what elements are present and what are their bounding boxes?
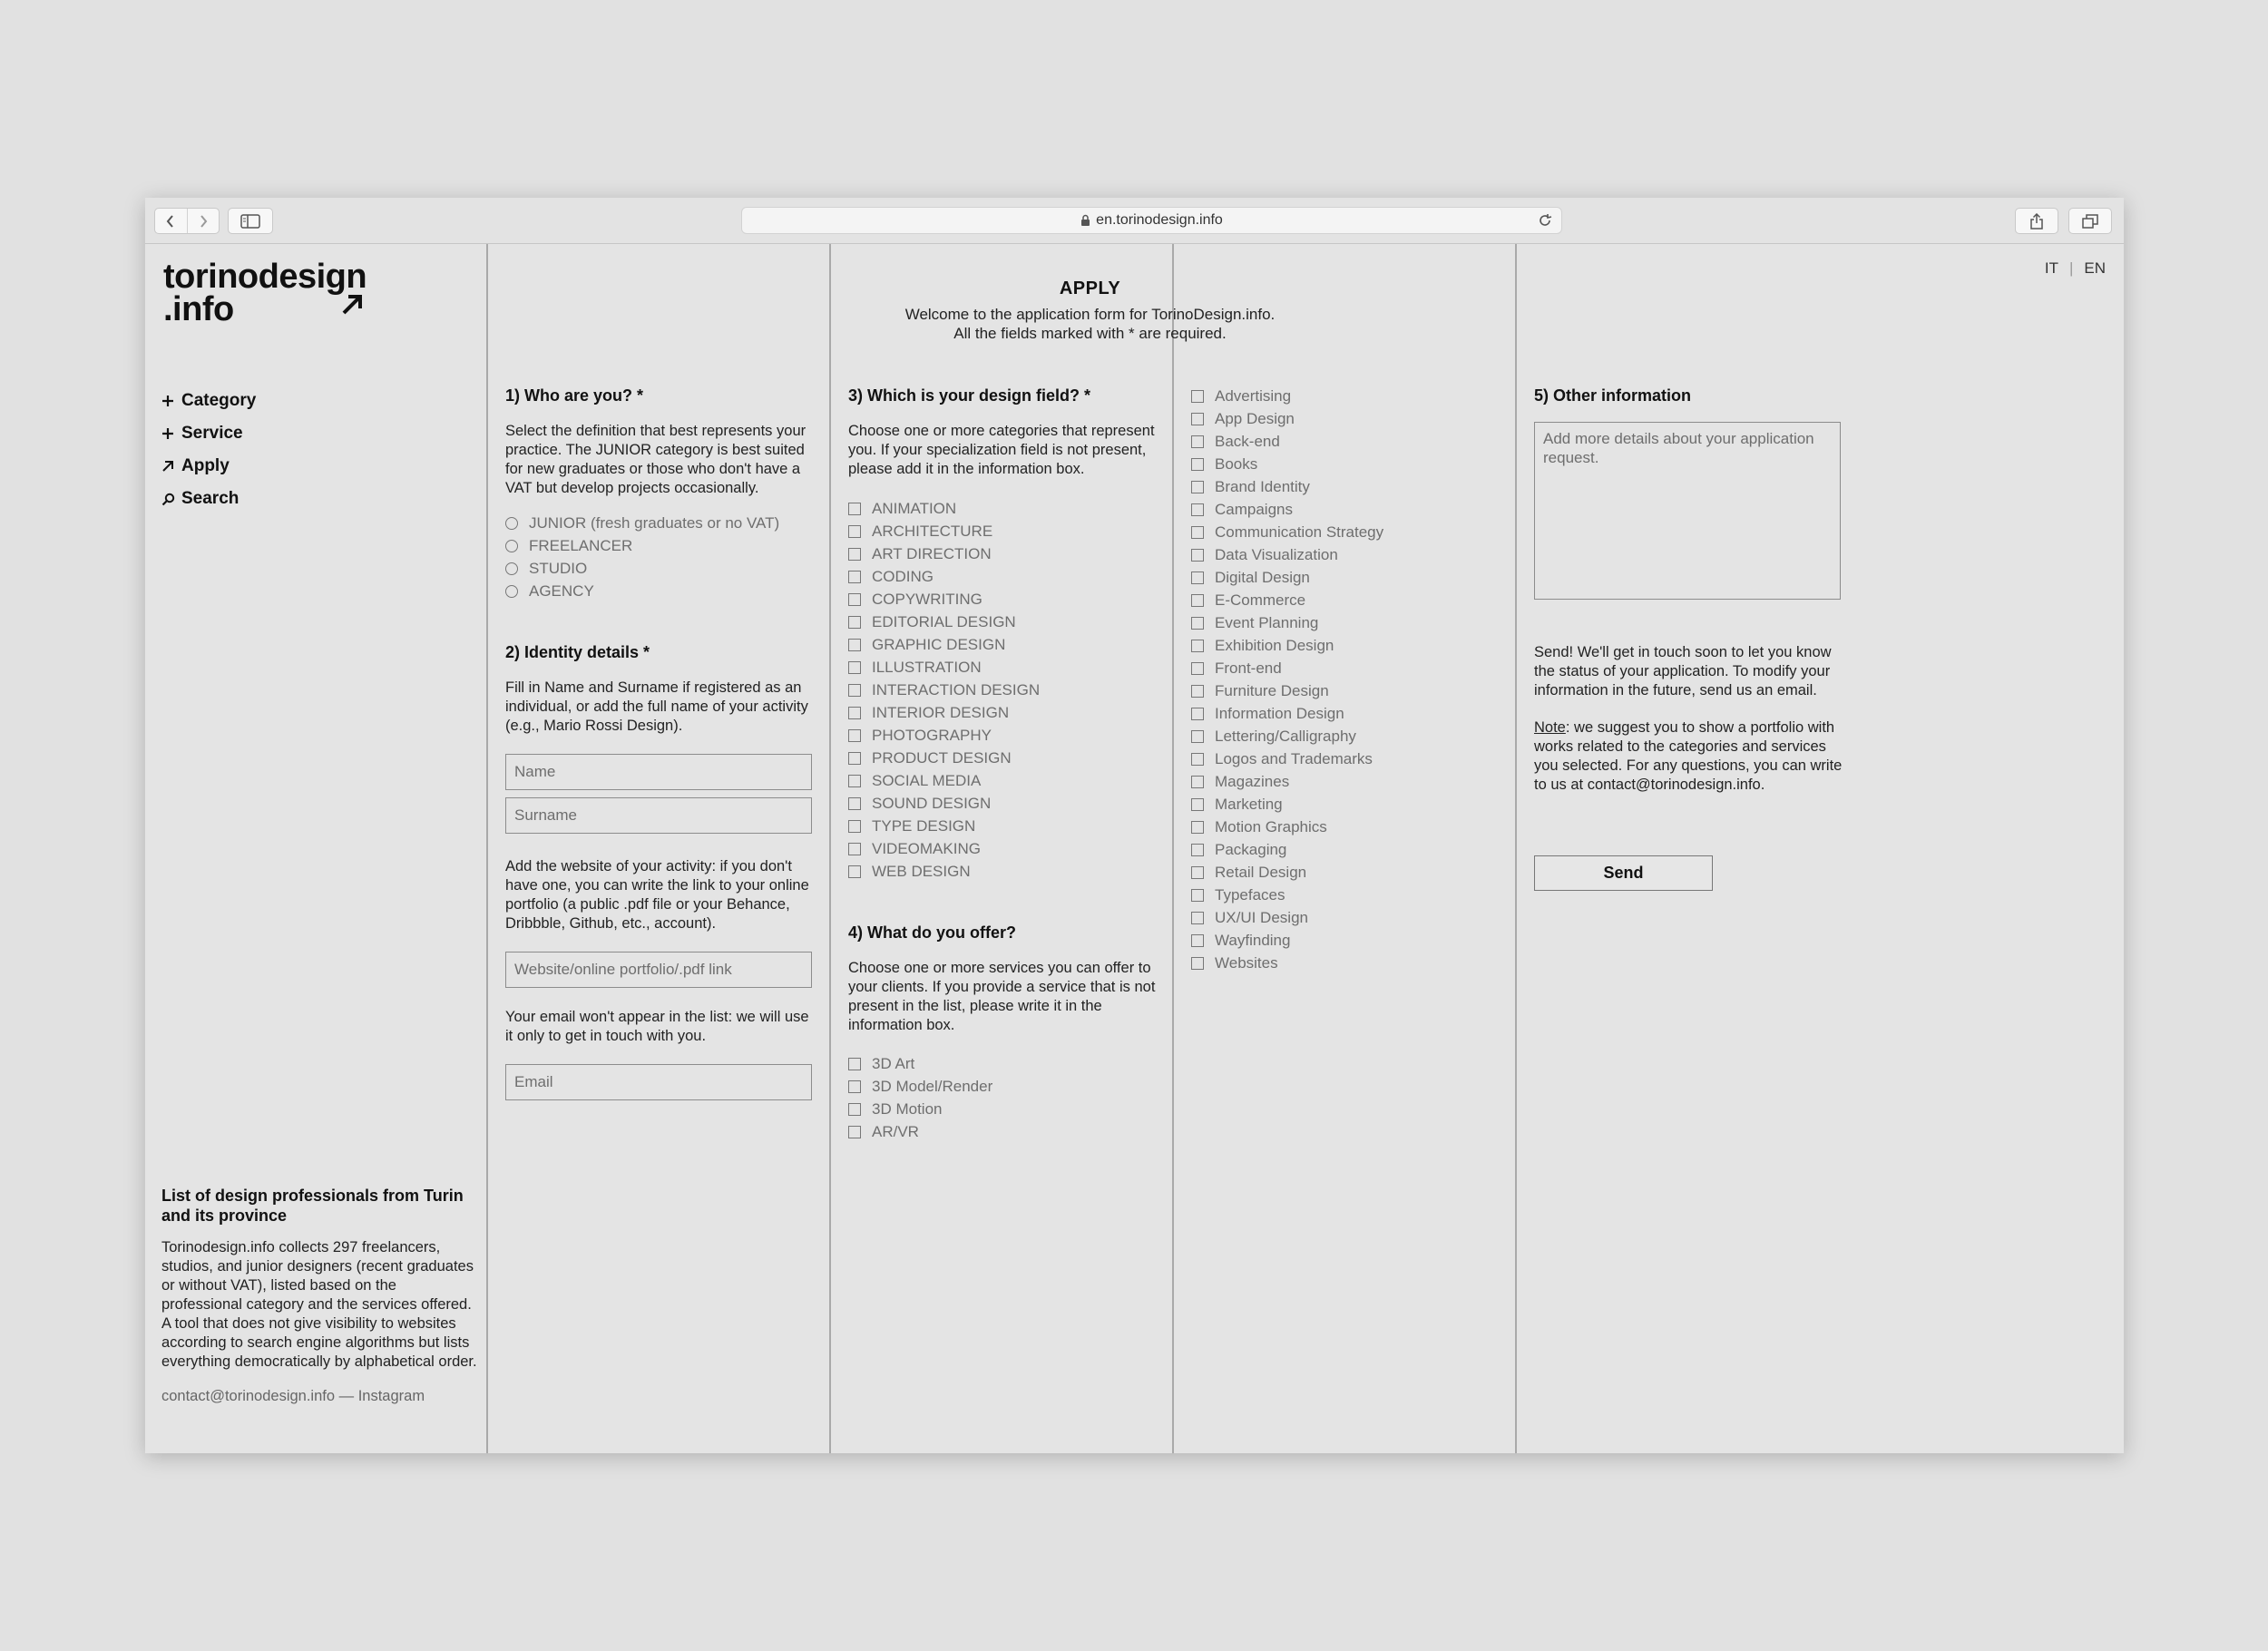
- checkbox-label: ANIMATION: [872, 499, 957, 517]
- lock-icon: [1080, 214, 1090, 227]
- about-footer: [161, 1388, 479, 1405]
- checkbox[interactable]: [1191, 844, 1204, 856]
- checkbox-option[interactable]: [1191, 407, 1500, 430]
- checkbox-option[interactable]: [848, 769, 1157, 792]
- tabs-icon: [2082, 214, 2098, 229]
- checkbox[interactable]: [1191, 934, 1204, 947]
- checkbox[interactable]: [848, 865, 861, 878]
- checkbox[interactable]: [848, 571, 861, 583]
- checkbox[interactable]: [1191, 753, 1204, 766]
- checkbox-label: Magazines: [1215, 772, 1290, 790]
- checkbox[interactable]: [1191, 640, 1204, 652]
- form-column-4: [1534, 386, 1843, 891]
- checkbox[interactable]: [848, 729, 861, 742]
- checkbox[interactable]: [1191, 503, 1204, 516]
- checkbox-label: App Design: [1215, 409, 1295, 427]
- send-button[interactable]: Send: [1534, 855, 1713, 891]
- section4-title: 4) What do you offer?: [848, 923, 1016, 942]
- checkbox-label: ILLUSTRATION: [872, 658, 982, 676]
- menu-item-category[interactable]: [161, 385, 256, 417]
- other-info-textarea[interactable]: Add more details about your application request.: [1534, 422, 1841, 600]
- share-button[interactable]: [2015, 208, 2058, 234]
- checkbox-option[interactable]: [1191, 543, 1500, 566]
- checkbox-label: Motion Graphics: [1215, 817, 1327, 835]
- checkbox[interactable]: [848, 548, 861, 561]
- checkbox-option[interactable]: [1191, 952, 1500, 974]
- chevron-right-icon: [198, 214, 209, 229]
- services-checkbox-group-continued: [1191, 385, 1500, 974]
- checkbox-label: ART DIRECTION: [872, 544, 992, 562]
- checkbox-option[interactable]: [1191, 906, 1500, 929]
- column-divider: [1515, 244, 1517, 1453]
- checkbox-label: Event Planning: [1215, 613, 1319, 631]
- checkbox-option[interactable]: [1191, 929, 1500, 952]
- email-desc: Your email won't appear in the list: we will use it only to get in touch with you.: [505, 1009, 809, 1044]
- checkbox[interactable]: [848, 707, 861, 719]
- radio-label: FREELANCER: [529, 536, 633, 554]
- checkbox[interactable]: [1191, 435, 1204, 448]
- plus-icon: [161, 395, 174, 407]
- checkbox[interactable]: [1191, 708, 1204, 720]
- form-column-2: [848, 386, 1157, 1143]
- back-button[interactable]: [155, 209, 187, 233]
- checkbox-label: Back-end: [1215, 432, 1280, 450]
- tabs-overview-button[interactable]: [2068, 208, 2112, 234]
- radio-button[interactable]: [505, 585, 518, 598]
- checkbox-option[interactable]: [1191, 702, 1500, 725]
- forward-button[interactable]: [187, 209, 219, 233]
- radio-button[interactable]: [505, 517, 518, 530]
- nav-buttons: [154, 208, 220, 234]
- checkbox-option[interactable]: [1191, 475, 1500, 498]
- checkbox[interactable]: [848, 661, 861, 674]
- checkbox-option[interactable]: [848, 1120, 1157, 1143]
- checkbox-option[interactable]: [848, 565, 1157, 588]
- checkbox-label: Exhibition Design: [1215, 636, 1334, 654]
- checkbox[interactable]: [1191, 390, 1204, 403]
- surname-input[interactable]: Surname: [505, 797, 812, 834]
- menu-item-service[interactable]: [161, 417, 256, 450]
- menu-item-label: Category: [181, 391, 257, 410]
- checkbox-label: Retail Design: [1215, 863, 1307, 881]
- checkbox-option[interactable]: [848, 588, 1157, 611]
- checkbox-label: COPYWRITING: [872, 590, 982, 608]
- checkbox[interactable]: [848, 639, 861, 651]
- radio-label: AGENCY: [529, 581, 594, 600]
- checkbox-option[interactable]: [848, 747, 1157, 769]
- checkbox-label: SOCIAL MEDIA: [872, 771, 982, 789]
- radio-button[interactable]: [505, 540, 518, 552]
- checkbox-option[interactable]: [1191, 589, 1500, 611]
- checkbox-label: PRODUCT DESIGN: [872, 748, 1012, 767]
- send-info-text: Send! We'll get in touch soon to let you know the status of your application. To modify your information in the future, send us an email.: [1534, 644, 1832, 698]
- checkbox-option[interactable]: [848, 679, 1157, 701]
- footer-separator: —: [335, 1388, 358, 1404]
- checkbox[interactable]: [1191, 957, 1204, 970]
- about-text: Torinodesign.info collects 297 freelancers, studios, and junior designers (recent graduates or without VAT), listed based on the professional category and the services offered. A tool that does not give visibility to websites according to search engine algorithms but lists everything democratically by alphabetical order.: [161, 1239, 477, 1370]
- header-line1: Welcome to the application form for TorinoDesign.info.: [904, 306, 1276, 323]
- checkbox[interactable]: [848, 1058, 861, 1070]
- checkbox-label: Websites: [1215, 953, 1278, 972]
- note-label: Note: [1534, 719, 1566, 736]
- checkbox-option[interactable]: [1191, 679, 1500, 702]
- checkbox[interactable]: [1191, 481, 1204, 493]
- checkbox-option[interactable]: [848, 520, 1157, 542]
- column-divider: [829, 244, 831, 1453]
- checkbox-label: Advertising: [1215, 386, 1292, 405]
- checkbox[interactable]: [1191, 572, 1204, 584]
- checkbox-option[interactable]: [1191, 861, 1500, 884]
- language-switcher: [2045, 259, 2106, 278]
- checkbox-option[interactable]: [1191, 385, 1500, 407]
- checkbox[interactable]: [848, 752, 861, 765]
- site-logo[interactable]: [163, 260, 367, 326]
- note-text: : we suggest you to show a portfolio with works related to the categories and services you selected. For any questions, you can write to us at contact@torinodesign.info.: [1534, 719, 1843, 793]
- lang-en[interactable]: EN: [2084, 259, 2106, 277]
- checkbox[interactable]: [1191, 685, 1204, 698]
- checkbox-option[interactable]: [848, 1052, 1157, 1075]
- form-column-1: [505, 386, 814, 1100]
- checkbox-option[interactable]: [1191, 566, 1500, 589]
- section3-title: 3) Which is your design field? *: [848, 386, 1091, 405]
- checkbox-option[interactable]: [1191, 453, 1500, 475]
- header-line2: All the fields marked with * are required.: [953, 325, 1227, 342]
- checkbox-option[interactable]: [1191, 725, 1500, 747]
- checkbox-option[interactable]: [848, 1075, 1157, 1098]
- checkbox-label: ARCHITECTURE: [872, 522, 993, 540]
- checkbox-label: SOUND DESIGN: [872, 794, 992, 812]
- browser-toolbar: [145, 198, 2124, 244]
- checkbox[interactable]: [1191, 662, 1204, 675]
- checkbox[interactable]: [848, 775, 861, 787]
- instagram-link[interactable]: Instagram: [357, 1388, 425, 1404]
- checkbox[interactable]: [848, 503, 861, 515]
- browser-window: [145, 198, 2124, 1453]
- checkbox-label: Information Design: [1215, 704, 1344, 722]
- checkbox-option[interactable]: [1191, 611, 1500, 634]
- checkbox[interactable]: [848, 820, 861, 833]
- checkbox-option[interactable]: [848, 860, 1157, 883]
- checkbox-option[interactable]: [1191, 816, 1500, 838]
- menu-item-label: Search: [181, 489, 240, 508]
- lang-it[interactable]: IT: [2044, 259, 2058, 277]
- about-section: [161, 1186, 479, 1405]
- checkbox-option[interactable]: [848, 792, 1157, 815]
- checkbox-label: AR/VR: [872, 1122, 919, 1140]
- about-title: List of design professionals from Turin and its province: [161, 1187, 464, 1225]
- checkbox-label: 3D Motion: [872, 1099, 943, 1118]
- checkbox[interactable]: [1191, 730, 1204, 743]
- website-input[interactable]: Website/online portfolio/.pdf link: [505, 952, 812, 988]
- checkbox-option[interactable]: [1191, 747, 1500, 770]
- design-field-checkbox-group: [848, 497, 1157, 883]
- checkbox-option[interactable]: [848, 656, 1157, 679]
- email-input[interactable]: Email: [505, 1064, 812, 1100]
- checkbox-option[interactable]: [1191, 498, 1500, 521]
- note-paragraph: [1534, 718, 1843, 795]
- menu-item-search[interactable]: [161, 483, 256, 515]
- checkbox-label: INTERACTION DESIGN: [872, 680, 1041, 698]
- apply-header: [635, 278, 1545, 343]
- radio-button[interactable]: [505, 562, 518, 575]
- checkbox-label: VIDEOMAKING: [872, 839, 981, 857]
- chevron-left-icon: [165, 214, 176, 229]
- radio-option[interactable]: [505, 512, 814, 534]
- reload-icon[interactable]: [1538, 213, 1552, 228]
- checkbox-option[interactable]: [1191, 430, 1500, 453]
- section4-desc: Choose one or more services you can offer to your clients. If you provide a service that is not present in the list, please write it in the information box.: [848, 960, 1156, 1033]
- column-divider: [1172, 244, 1174, 1453]
- checkbox-label: GRAPHIC DESIGN: [872, 635, 1006, 653]
- form-column-3: [1191, 385, 1500, 974]
- checkbox[interactable]: [848, 1080, 861, 1093]
- section5-title: 5) Other information: [1534, 386, 1692, 405]
- checkbox-option[interactable]: [1191, 793, 1500, 816]
- checkbox-label: Data Visualization: [1215, 545, 1338, 563]
- plus-icon: [161, 427, 174, 440]
- checkbox[interactable]: [848, 1103, 861, 1116]
- sidebar-icon: [240, 214, 260, 229]
- menu-item-apply[interactable]: [161, 450, 256, 483]
- checkbox[interactable]: [1191, 458, 1204, 471]
- checkbox-label: Typefaces: [1215, 885, 1286, 904]
- checkbox[interactable]: [848, 525, 861, 538]
- checkbox[interactable]: [848, 593, 861, 606]
- checkbox-option[interactable]: [848, 542, 1157, 565]
- share-icon: [2029, 213, 2044, 230]
- arrow-up-right-icon: [161, 460, 174, 473]
- page-title: APPLY: [1059, 278, 1121, 298]
- search-icon: [161, 493, 175, 506]
- checkbox-label: 3D Art: [872, 1054, 915, 1072]
- checkbox[interactable]: [1191, 821, 1204, 834]
- checkbox-option[interactable]: [848, 701, 1157, 724]
- checkbox-label: Packaging: [1215, 840, 1287, 858]
- column-divider: [486, 244, 488, 1453]
- checkbox-option[interactable]: [848, 497, 1157, 520]
- page-content: [145, 244, 2124, 1453]
- checkbox[interactable]: [848, 684, 861, 697]
- contact-email-link[interactable]: contact@torinodesign.info: [161, 1388, 336, 1404]
- checkbox[interactable]: [1191, 617, 1204, 630]
- checkbox-label: Front-end: [1215, 659, 1282, 677]
- checkbox-label: WEB DESIGN: [872, 862, 971, 880]
- checkbox-option[interactable]: [848, 837, 1157, 860]
- radio-option[interactable]: [505, 534, 814, 557]
- checkbox[interactable]: [848, 1126, 861, 1138]
- section2-title: 2) Identity details *: [505, 643, 650, 661]
- checkbox-option[interactable]: [848, 611, 1157, 633]
- section1-desc: Select the definition that best represents your practice. The JUNIOR category is best suited for new graduates or those who don't have a VAT but develop projects occasionally.: [505, 423, 807, 496]
- main-menu: [161, 385, 256, 515]
- checkbox-label: Furniture Design: [1215, 681, 1329, 699]
- menu-item-label: Apply: [181, 456, 230, 475]
- section1-title: 1) Who are you? *: [505, 386, 644, 405]
- sidebar-toggle-button[interactable]: [228, 208, 273, 234]
- checkbox-option[interactable]: [848, 815, 1157, 837]
- checkbox-label: TYPE DESIGN: [872, 816, 976, 835]
- checkbox[interactable]: [1191, 866, 1204, 879]
- menu-item-label: Service: [181, 424, 243, 443]
- logo-line1: torinodesign: [163, 258, 367, 296]
- arrow-up-right-icon: [340, 291, 366, 317]
- logo-line2: .info: [163, 290, 234, 328]
- checkbox[interactable]: [1191, 594, 1204, 607]
- checkbox-option[interactable]: [1191, 884, 1500, 906]
- checkbox-label: Marketing: [1215, 795, 1283, 813]
- checkbox-label: Communication Strategy: [1215, 523, 1384, 541]
- checkbox-option[interactable]: [1191, 634, 1500, 657]
- checkbox-label: CODING: [872, 567, 934, 585]
- checkbox-label: Wayfinding: [1215, 931, 1291, 949]
- website-desc: Add the website of your activity: if you don't have one, you can write the link to your online portfolio (a public .pdf file or your Behance, Dribbble, Github, etc., account).: [505, 858, 809, 932]
- url-text: en.torinodesign.info: [1096, 212, 1223, 228]
- section2-desc: Fill in Name and Surname if registered as an individual, or add the full name of your activity (e.g., Mario Rossi Design).: [505, 679, 808, 734]
- who-radio-group: [505, 512, 814, 602]
- checkbox-label: 3D Model/Render: [872, 1077, 993, 1095]
- checkbox[interactable]: [1191, 776, 1204, 788]
- checkbox-label: INTERIOR DESIGN: [872, 703, 1010, 721]
- checkbox[interactable]: [1191, 549, 1204, 562]
- checkbox-label: Digital Design: [1215, 568, 1310, 586]
- checkbox[interactable]: [1191, 912, 1204, 924]
- checkbox-label: EDITORIAL DESIGN: [872, 612, 1016, 630]
- checkbox-option[interactable]: [848, 1098, 1157, 1120]
- checkbox-label: UX/UI Design: [1215, 908, 1308, 926]
- checkbox-option[interactable]: [1191, 521, 1500, 543]
- checkbox-option[interactable]: [848, 633, 1157, 656]
- radio-option[interactable]: [505, 557, 814, 580]
- checkbox-label: Logos and Trademarks: [1215, 749, 1373, 767]
- checkbox-option[interactable]: [848, 724, 1157, 747]
- checkbox-label: Books: [1215, 454, 1258, 473]
- address-bar[interactable]: [741, 207, 1562, 234]
- checkbox-option[interactable]: [1191, 838, 1500, 861]
- checkbox[interactable]: [1191, 413, 1204, 425]
- checkbox-option[interactable]: [1191, 657, 1500, 679]
- checkbox[interactable]: [1191, 526, 1204, 539]
- checkbox[interactable]: [1191, 889, 1204, 902]
- services-checkbox-group: [848, 1052, 1157, 1143]
- section3-desc: Choose one or more categories that represent you. If your specialization field is not present, please add it in the information box.: [848, 423, 1155, 477]
- checkbox-label: Lettering/Calligraphy: [1215, 727, 1356, 745]
- checkbox-label: Brand Identity: [1215, 477, 1310, 495]
- checkbox-label: E-Commerce: [1215, 591, 1306, 609]
- checkbox-label: Campaigns: [1215, 500, 1293, 518]
- radio-label: JUNIOR (fresh graduates or no VAT): [529, 513, 780, 532]
- checkbox[interactable]: [848, 797, 861, 810]
- radio-label: STUDIO: [529, 559, 588, 577]
- checkbox[interactable]: [848, 616, 861, 629]
- name-input[interactable]: Name: [505, 754, 812, 790]
- checkbox[interactable]: [1191, 798, 1204, 811]
- checkbox-label: PHOTOGRAPHY: [872, 726, 992, 744]
- radio-option[interactable]: [505, 580, 814, 602]
- lang-separator: |: [2068, 259, 2074, 277]
- checkbox[interactable]: [848, 843, 861, 855]
- checkbox-option[interactable]: [1191, 770, 1500, 793]
